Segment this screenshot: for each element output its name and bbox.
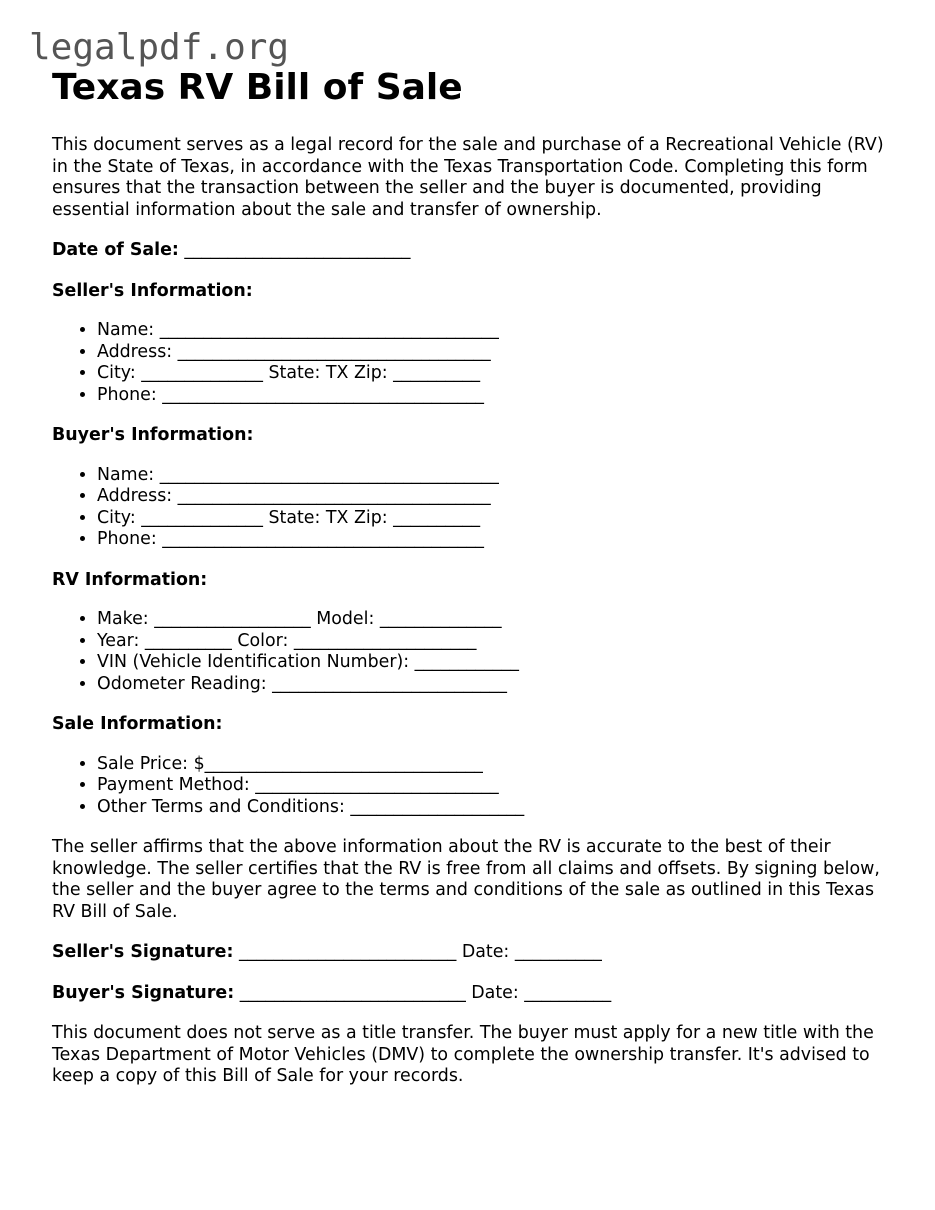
footer-paragraph: This document does not serve as a title transfer. The buyer must apply for a new title with the Texas Department of Motor Vehicles (DMV) to complete the ownership transfer. It's advised to keep a copy of this Bill of Sale for your records.	[52, 1023, 874, 1086]
seller-city-state-zip-field: • City: ______________ State: TX Zip: __________	[97, 363, 902, 385]
buyer-signature-line	[52, 983, 902, 1005]
page-title: Texas RV Bill of Sale	[52, 67, 463, 108]
seller-name-field: • Name: _______________________________________	[97, 320, 902, 342]
seller-info-list	[52, 320, 902, 406]
buyer-signature-blank: __________________________ Date: __________	[239, 982, 612, 1003]
watermark: legalpdf.org	[29, 27, 290, 68]
buyer-name-field: • Name: _______________________________________	[97, 465, 902, 487]
seller-address-field: • Address: ____________________________________	[97, 342, 902, 364]
buyer-city-state-zip-field: • City: ______________ State: TX Zip: __________	[97, 508, 902, 530]
seller-signature-line	[52, 942, 902, 964]
seller-heading: Seller's Information:	[52, 280, 253, 301]
document-body	[52, 64, 902, 1088]
rv-info-list	[52, 609, 902, 695]
buyer-signature-label: Buyer's Signature:	[52, 982, 235, 1003]
buyer-address-field: • Address: ____________________________________	[97, 486, 902, 508]
buyer-phone-field: • Phone: _____________________________________	[97, 529, 902, 551]
date-of-sale-field	[52, 240, 902, 262]
date-of-sale-label: Date of Sale:	[52, 240, 179, 260]
rv-heading: RV Information:	[52, 569, 208, 590]
sale-price-field: • Sale Price: $________________________________	[97, 754, 902, 776]
sale-info-list	[52, 754, 902, 819]
rv-vin-field: • VIN (Vehicle Identification Number): ____________	[97, 652, 902, 674]
rv-make-model-field: • Make: __________________ Model: ______________	[97, 609, 902, 631]
sale-heading: Sale Information:	[52, 714, 223, 734]
seller-signature-label: Seller's Signature:	[52, 942, 234, 962]
buyer-info-list	[52, 465, 902, 551]
rv-odometer-field: • Odometer Reading: ___________________________	[97, 674, 902, 696]
rv-year-color-field: • Year: __________ Color: _____________________	[97, 631, 902, 653]
buyer-heading: Buyer's Information:	[52, 425, 254, 445]
date-of-sale-blank: __________________________	[184, 240, 411, 260]
affirmation-paragraph: The seller affirms that the above information about the RV is accurate to the best of their knowledge. The seller certifies that the RV is free from all claims and offsets. By signing below, the seller and the buyer agree to the terms and conditions of the sale as outlined in this Texas RV Bill of Sale.	[52, 837, 880, 922]
payment-method-field: • Payment Method: ____________________________	[97, 775, 902, 797]
seller-signature-blank: _________________________ Date: __________	[238, 942, 602, 962]
other-terms-field: • Other Terms and Conditions: ____________________	[97, 797, 902, 819]
intro-paragraph: This document serves as a legal record for the sale and purchase of a Recreational Vehicle (RV) in the State of Texas, in accordance with the Texas Transportation Code. Completing this form ensures that the transaction between the seller and the buyer is documented, providing essential information about the sale and transfer of ownership.	[52, 135, 884, 220]
seller-phone-field: • Phone: _____________________________________	[97, 385, 902, 407]
